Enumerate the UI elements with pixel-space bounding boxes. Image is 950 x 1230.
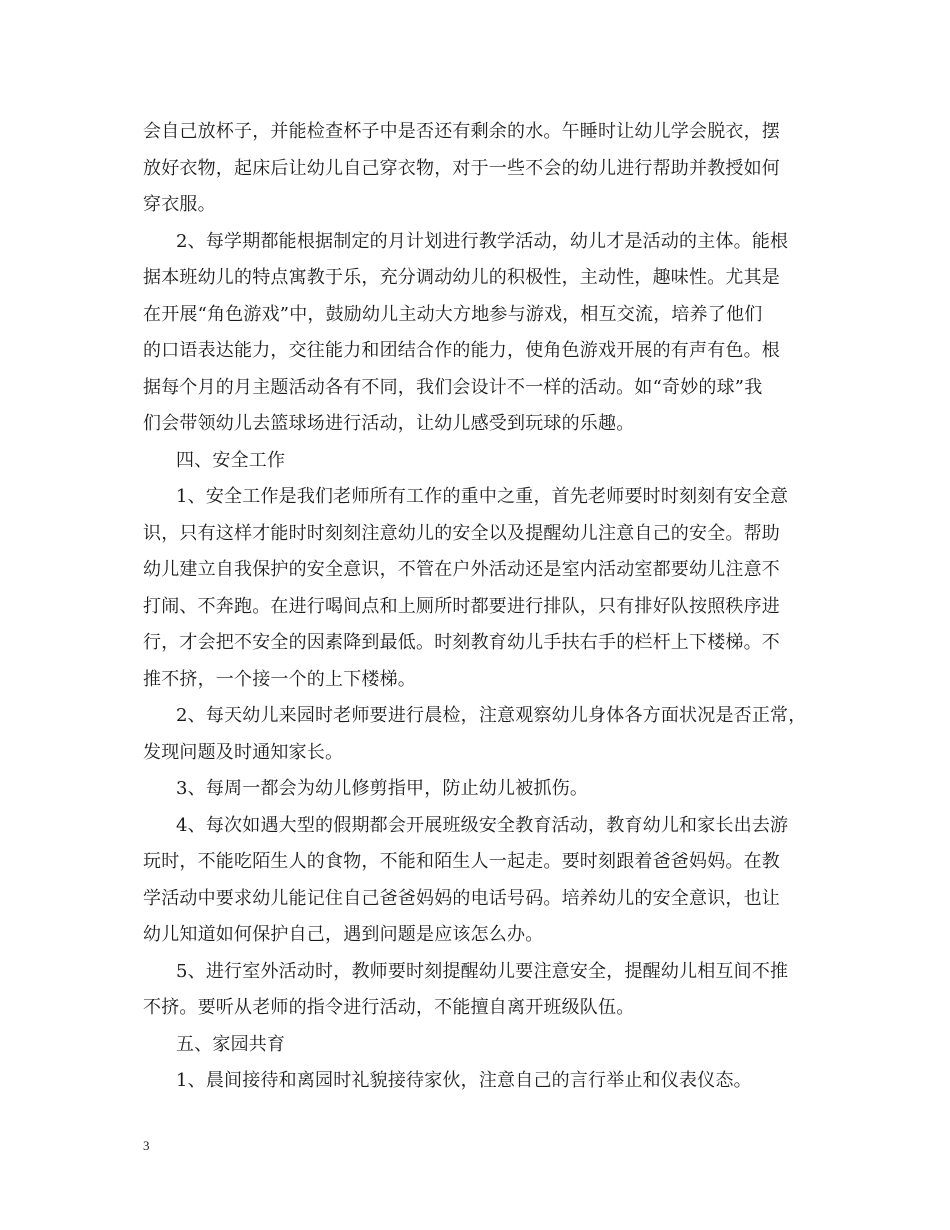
document-body (143, 114, 813, 1100)
text-line: 四、安全工作 (176, 449, 286, 471)
text-line: 行，才会把不安全的因素降到最低。时刻教育幼儿手扶右手的栏杆上下楼梯。不 (143, 632, 780, 653)
page-number: 3 (143, 1138, 150, 1153)
text-line: 在开展“角色游戏”中，鼓励幼儿主动大方地参与游戏，相互交流，培养了他们 (143, 303, 763, 325)
text-line: 1、晨间接待和离园时礼貌接待家伙，注意自己的言行举止和仪表仪态。 (176, 1070, 752, 1091)
text-line: 穿衣服。 (143, 194, 216, 215)
text-line: 1、安全工作是我们老师所有工作的重中之重，首先老师要时时刻刻有安全意 (176, 486, 789, 507)
text-line: 识，只有这样才能时时刻刻注意幼儿的安全以及提醒幼儿注意自己的安全。帮助 (143, 522, 780, 544)
text-line: 2、每学期都能根据制定的月计划进行教学活动，幼儿才是活动的主体。能根 (176, 230, 789, 252)
text-line: 玩时，不能吃陌生人的食物，不能和陌生人一起走。要时刻跟着爸爸妈妈。在教 (143, 851, 780, 872)
text-line: 2、每天幼儿来园时老师要进行晨检，注意观察幼儿身体各方面状况是否正常， (176, 705, 807, 726)
text-line: 据每个月的月主题活动各有不同，我们会设计不一样的活动。如“奇妙的球”我 (143, 376, 763, 398)
text-line: 发现问题及时通知家长。 (143, 741, 344, 763)
text-line: 放好衣物，起床后让幼儿自己穿衣物，对于一些不会的幼儿进行帮助并教授如何 (143, 157, 780, 179)
text-line: 不挤。要听从老师的指令进行活动，不能擅自离开班级队伍。 (143, 997, 635, 1018)
text-line: 5、进行室外活动时，教师要时刻提醒幼儿要注意安全，提醒幼儿相互间不推 (176, 960, 789, 982)
text-line: 学活动中要求幼儿能记住自己爸爸妈妈的电话号码。培养幼儿的安全意识，也让 (143, 887, 780, 909)
text-line: 推不挤，一个接一个的上下楼梯。 (143, 668, 416, 690)
text-line: 幼儿知道如何保护自己，遇到问题是应该怎么办。 (143, 924, 544, 945)
text-line: 4、每次如遇大型的假期都会开展班级安全教育活动，教育幼儿和家长出去游 (176, 814, 789, 836)
text-line: 幼儿建立自我保护的安全意识，不管在户外活动还是室内活动室都要幼儿注意不 (143, 559, 780, 580)
text-line: 的口语表达能力，交往能力和团结合作的能力，使角色游戏开展的有声有色。根 (143, 340, 780, 361)
text-line: 五、家园共育 (176, 1033, 286, 1055)
text-line: 打闹、不奔跑。在进行喝间点和上厕所时都要进行排队，只有排好队按照秩序进 (143, 595, 780, 617)
text-line: 3、每周一都会为幼儿修剪指甲，防止幼儿被抓伤。 (176, 778, 589, 799)
text-line: 们会带领幼儿去篮球场进行活动，让幼儿感受到玩球的乐趣。 (143, 413, 635, 434)
text-line: 据本班幼儿的特点寓教于乐，充分调动幼儿的积极性，主动性，趣味性。尤其是 (143, 267, 780, 288)
text-line: 会自己放杯子，并能检查杯子中是否还有剩余的水。午睡时让幼儿学会脱衣，摆 (143, 121, 780, 142)
